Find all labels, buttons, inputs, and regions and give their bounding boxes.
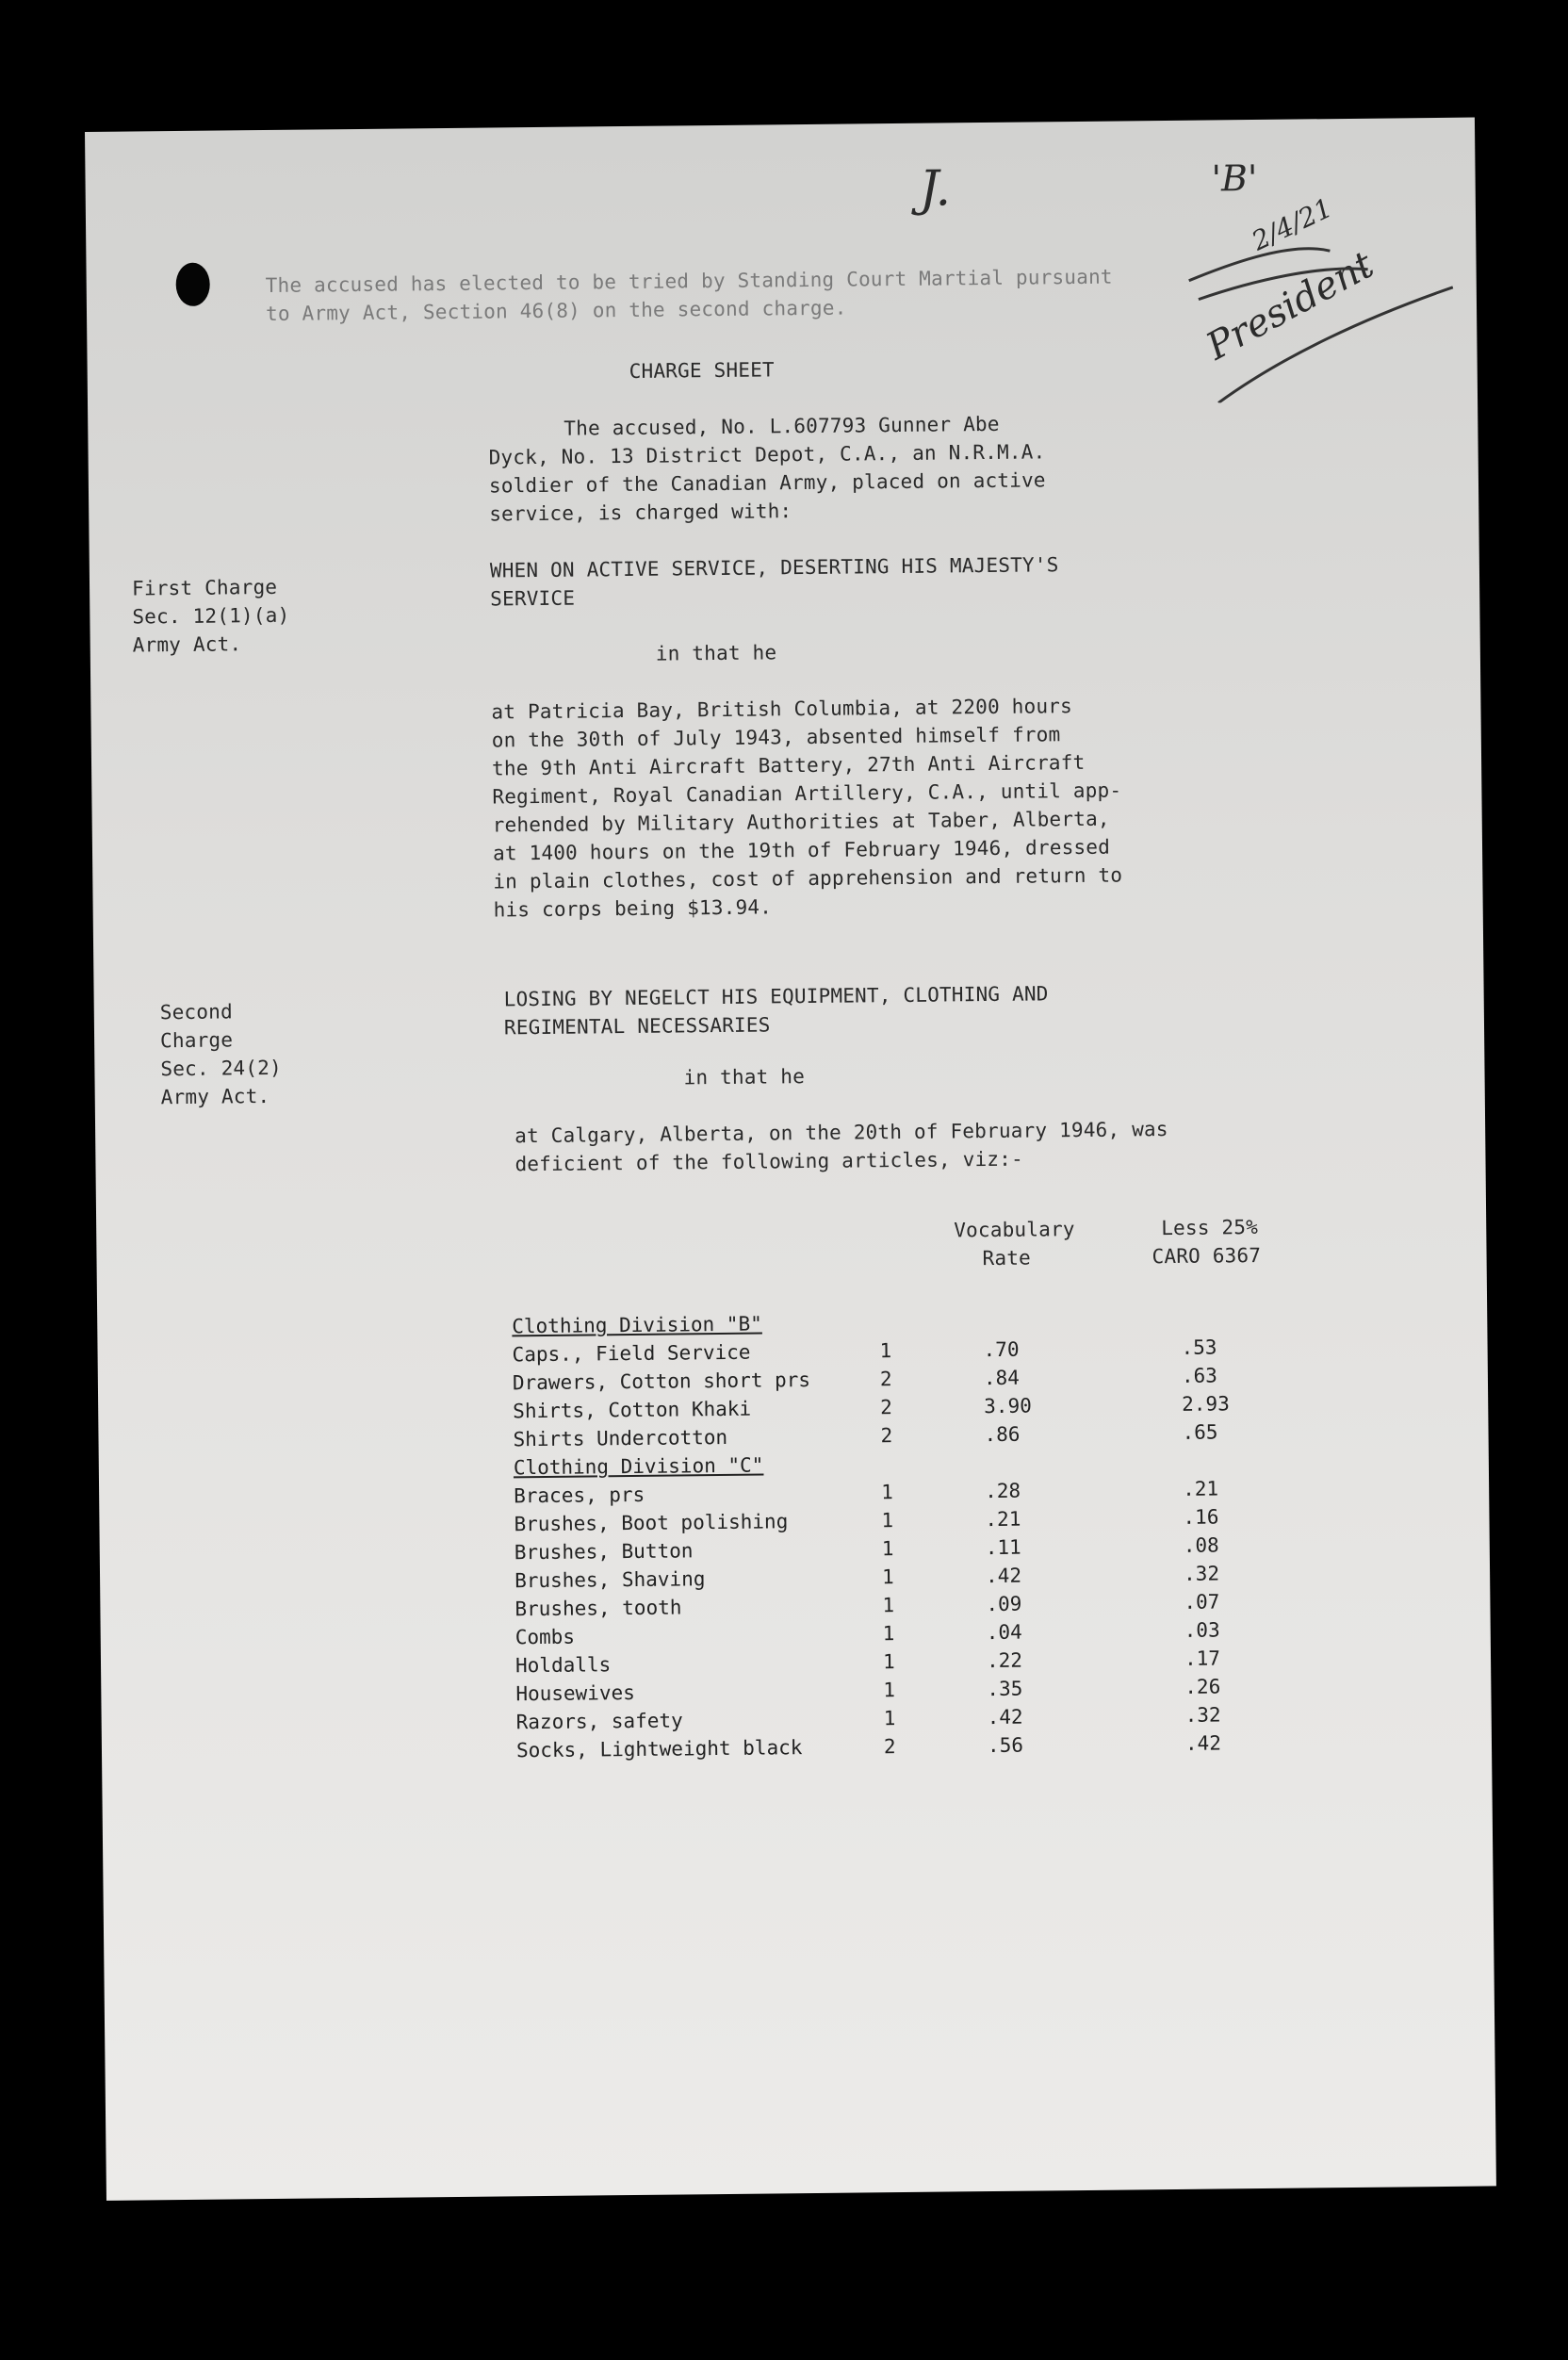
first-charge-margin-1: First Charge <box>131 575 278 600</box>
item-less-25: .03 <box>1184 1618 1220 1642</box>
item-name: Shirts Undercotton <box>513 1425 728 1451</box>
second-charge-margin-3: Sec. 24(2) <box>160 1056 282 1081</box>
item-less-25: .17 <box>1184 1647 1221 1670</box>
item-rate: .21 <box>985 1507 1021 1532</box>
second-charge-in-that: in that he <box>683 1065 806 1090</box>
item-quantity: 2 <box>879 1368 892 1391</box>
first-charge-particular-3: the 9th Anti Aircraft Battery, 27th Anti Aircraft <box>491 750 1086 780</box>
item-rate: .86 <box>984 1422 1021 1447</box>
charge-sheet-page <box>85 118 1496 2201</box>
group-name: Clothing Division "C" <box>513 1453 764 1480</box>
item-quantity: 1 <box>882 1594 895 1617</box>
item-quantity: 1 <box>881 1481 893 1504</box>
item-quantity: 2 <box>880 1396 892 1419</box>
item-less-25: .21 <box>1183 1477 1219 1500</box>
item-rate: .42 <box>987 1705 1023 1729</box>
col-less-header-1: Less 25% <box>1161 1216 1259 1240</box>
first-charge-margin-2: Sec. 12(1)(a) <box>132 603 290 629</box>
second-charge-particular-1: at Calgary, Alberta, on the 20th of February 1946, was <box>514 1118 1168 1148</box>
col-rate-header-1: Vocabulary <box>954 1218 1075 1242</box>
intro-line-3: soldier of the Canadian Army, placed on active <box>488 468 1046 498</box>
item-less-25: .65 <box>1182 1420 1218 1444</box>
item-less-25: .63 <box>1181 1364 1217 1387</box>
item-name: Holdalls <box>514 1653 612 1678</box>
item-name: Caps., Field Service <box>512 1340 751 1367</box>
item-less-25: .53 <box>1181 1336 1217 1359</box>
first-charge-margin-3: Army Act. <box>132 632 242 657</box>
first-charge-heading-1: WHEN ON ACTIVE SERVICE, DESERTING HIS MAJESTY'S <box>489 553 1059 582</box>
item-name: Socks, Lightweight black <box>515 1736 803 1762</box>
item-less-25: .16 <box>1183 1505 1219 1529</box>
item-quantity: 2 <box>883 1735 896 1759</box>
group-name: Clothing Division "B" <box>512 1312 762 1338</box>
item-quantity: 1 <box>883 1679 896 1702</box>
election-line-2: to Army Act, Section 46(8) on the second charge. <box>265 296 847 325</box>
col-less-header-2: CARO 6367 <box>1152 1243 1262 1269</box>
item-less-25: .42 <box>1184 1731 1222 1755</box>
item-quantity: 1 <box>882 1622 895 1646</box>
handwritten-date: 2/4/21 <box>1247 191 1337 257</box>
first-charge-particular-7: in plain clothes, cost of apprehension and return to <box>493 863 1123 893</box>
signature-strokes <box>1179 212 1463 403</box>
item-less-25: .08 <box>1183 1533 1219 1557</box>
item-rate: .11 <box>985 1535 1021 1560</box>
intro-line-2: Dyck, No. 13 District Depot, C.A., an N.R.M.A. <box>488 440 1046 469</box>
first-charge-particular-1: at Patricia Bay, British Columbia, at 2200 hours <box>491 695 1073 724</box>
first-charge-particular-8: his corps being $13.94. <box>493 895 773 922</box>
second-charge-margin-1: Second <box>159 1000 233 1024</box>
item-name: Drawers, Cotton short prs <box>512 1368 811 1395</box>
punch-hole <box>175 263 209 306</box>
col-rate-header-2: Rate <box>982 1246 1032 1270</box>
item-name: Brushes, Shaving <box>514 1567 706 1593</box>
first-charge-particular-6: at 1400 hours on the 19th of February 1946, dressed <box>492 835 1111 865</box>
item-less-25: .32 <box>1184 1703 1221 1727</box>
item-rate: 3.90 <box>984 1394 1032 1418</box>
item-name: Razors, safety <box>515 1709 683 1734</box>
first-charge-particular-5: rehended by Military Authorities at Taber, Alberta, <box>492 807 1110 837</box>
item-name: Brushes, Button <box>514 1539 694 1565</box>
item-quantity: 2 <box>880 1424 893 1448</box>
second-charge-heading-1: LOSING BY NEGELCT HIS EQUIPMENT, CLOTHING AND <box>503 982 1049 1011</box>
item-name: Shirts, Cotton Khaki <box>513 1397 752 1423</box>
item-less-25: .07 <box>1184 1590 1220 1614</box>
handwritten-president: President <box>1199 242 1381 369</box>
item-quantity: 1 <box>879 1339 892 1363</box>
item-less-25: 2.93 <box>1182 1392 1230 1416</box>
item-quantity: 1 <box>881 1537 894 1561</box>
handwritten-mark: 'B' <box>1211 156 1258 200</box>
second-charge-margin-4: Army Act. <box>160 1085 270 1109</box>
second-charge-particular-2: deficient of the following articles, viz:- <box>514 1147 1024 1176</box>
first-charge-particular-4: Regiment, Royal Canadian Artillery, C.A., until app- <box>492 778 1122 809</box>
intro-line-4: service, is charged with: <box>489 500 792 526</box>
page-title: CHARGE SHEET <box>629 358 775 383</box>
item-rate: .56 <box>987 1733 1024 1758</box>
first-charge-particular-2: on the 30th of July 1943, absented himself from <box>491 723 1061 752</box>
articles-table <box>512 1306 1366 1975</box>
item-quantity: 1 <box>882 1650 895 1674</box>
item-rate: .84 <box>983 1366 1020 1390</box>
item-rate: .04 <box>986 1620 1022 1645</box>
item-less-25: .26 <box>1184 1675 1221 1698</box>
item-rate: .35 <box>987 1677 1023 1701</box>
election-line-1: The accused has elected to be tried by Standing Court Martial pursuant <box>265 265 1113 298</box>
item-name: Brushes, tooth <box>514 1596 682 1621</box>
item-rate: .09 <box>986 1592 1022 1616</box>
item-quantity: 1 <box>883 1707 896 1730</box>
item-less-25: .32 <box>1183 1562 1220 1585</box>
item-name: Housewives <box>515 1680 635 1706</box>
item-rate: .22 <box>986 1648 1023 1673</box>
intro-line-1: The accused, No. L.607793 Gunner Abe <box>564 412 1000 440</box>
item-name: Combs <box>514 1625 576 1649</box>
item-rate: .70 <box>983 1337 1020 1362</box>
second-charge-heading-2: REGIMENTAL NECESSARIES <box>503 1013 771 1040</box>
second-charge-margin-2: Charge <box>159 1028 234 1053</box>
first-charge-heading-2: SERVICE <box>490 586 576 611</box>
item-name: Brushes, Boot polishing <box>514 1510 789 1536</box>
item-name: Braces, prs <box>514 1483 645 1508</box>
handwritten-initials: J. <box>919 160 952 218</box>
item-rate: .42 <box>985 1564 1022 1588</box>
item-rate: .28 <box>985 1479 1021 1503</box>
item-quantity: 1 <box>881 1509 894 1532</box>
item-quantity: 1 <box>881 1565 894 1589</box>
first-charge-in-that: in that he <box>655 641 777 665</box>
